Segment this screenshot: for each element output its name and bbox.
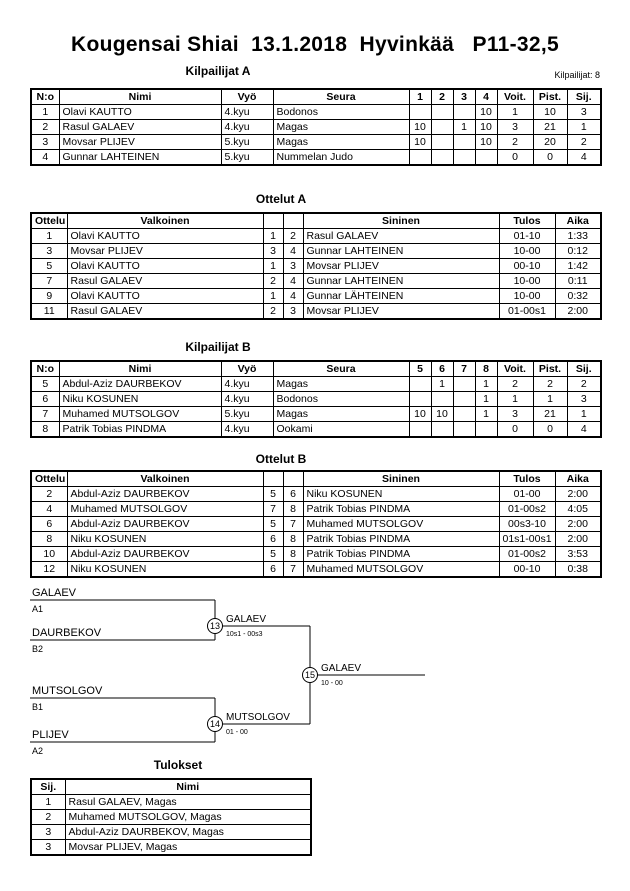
competitor-no-cell: 5 bbox=[31, 377, 59, 392]
blue-name-cell: Patrik Tobias PINDMA bbox=[303, 502, 499, 517]
time-cell: 0:12 bbox=[555, 244, 601, 259]
club-cell: Magas bbox=[273, 407, 409, 422]
place-cell: 2 bbox=[567, 377, 601, 392]
time-cell: 1:33 bbox=[555, 229, 601, 244]
place-cell: 3 bbox=[567, 105, 601, 120]
club-cell: Magas bbox=[273, 120, 409, 135]
points-cell: 0 bbox=[533, 422, 567, 438]
match-no-cell: 11 bbox=[31, 304, 67, 320]
wins-cell: 3 bbox=[497, 407, 533, 422]
pool-a-header-row bbox=[31, 89, 601, 105]
place-cell: 2 bbox=[567, 135, 601, 150]
competitor-row bbox=[31, 407, 601, 422]
belt-cell: 4.kyu bbox=[221, 392, 273, 407]
result-cell: 10-00 bbox=[499, 274, 555, 289]
col-header-belt: Vyö bbox=[221, 89, 273, 105]
matrix-cell: 1 bbox=[475, 377, 497, 392]
blue-no-cell: 8 bbox=[283, 532, 303, 547]
white-no-cell: 2 bbox=[263, 304, 283, 320]
points-cell: 0 bbox=[533, 150, 567, 166]
white-no-cell: 7 bbox=[263, 502, 283, 517]
result-row bbox=[31, 825, 311, 840]
match-no-cell: 5 bbox=[31, 259, 67, 274]
pool-b-header-row bbox=[31, 361, 601, 377]
blue-no-cell: 2 bbox=[283, 229, 303, 244]
result-cell: 00-10 bbox=[499, 259, 555, 274]
competitor-no-cell: 1 bbox=[31, 105, 59, 120]
matches-b-header-row bbox=[31, 471, 601, 487]
bracket-seed-label: B1 bbox=[32, 702, 44, 712]
match-no-cell: 12 bbox=[31, 562, 67, 578]
result-cell: 01s1-00s1 bbox=[499, 532, 555, 547]
result-cell: 01-10 bbox=[499, 229, 555, 244]
time-cell: 0:38 bbox=[555, 562, 601, 578]
white-name-cell: Muhamed MUTSOLGOV bbox=[67, 502, 263, 517]
col-header-blue: Sininen bbox=[303, 213, 499, 229]
col-header-opp7: 7 bbox=[453, 361, 475, 377]
white-name-cell: Olavi KAUTTO bbox=[67, 289, 263, 304]
blue-no-cell: 8 bbox=[283, 547, 303, 562]
bracket-player-name: DAURBEKOV bbox=[32, 627, 102, 639]
col-header-match: Ottelu bbox=[31, 213, 67, 229]
match-row bbox=[31, 304, 601, 320]
wins-cell: 0 bbox=[497, 150, 533, 166]
result-cell: 01-00s2 bbox=[499, 547, 555, 562]
matrix-cell: 10 bbox=[409, 135, 431, 150]
place-cell: 1 bbox=[567, 120, 601, 135]
match-row bbox=[31, 547, 601, 562]
result-cell: 01-00s1 bbox=[499, 304, 555, 320]
white-name-cell: Olavi KAUTTO bbox=[67, 229, 263, 244]
white-name-cell: Rasul GALAEV bbox=[67, 274, 263, 289]
matrix-cell bbox=[409, 150, 431, 166]
competitor-no-cell: 6 bbox=[31, 392, 59, 407]
col-header-match: Ottelu bbox=[31, 471, 67, 487]
bracket-score: 01 - 00 bbox=[226, 729, 248, 736]
blue-name-cell: Movsar PLIJEV bbox=[303, 304, 499, 320]
blue-name-cell: Patrik Tobias PINDMA bbox=[303, 532, 499, 547]
blue-name-cell: Gunnar LAHTEINEN bbox=[303, 274, 499, 289]
points-cell: 21 bbox=[533, 120, 567, 135]
points-cell: 2 bbox=[533, 377, 567, 392]
blue-no-cell: 7 bbox=[283, 517, 303, 532]
competitor-name-cell: Movsar PLIJEV bbox=[59, 135, 221, 150]
club-cell: Ookami bbox=[273, 422, 409, 438]
competitor-no-cell: 3 bbox=[31, 135, 59, 150]
name-cell: Movsar PLIJEV, Magas bbox=[65, 840, 311, 856]
match-no-cell: 7 bbox=[31, 274, 67, 289]
competitor-no-cell: 8 bbox=[31, 422, 59, 438]
match-no-cell: 2 bbox=[31, 487, 67, 502]
col-header-opp4: 4 bbox=[475, 89, 497, 105]
col-header-place: Sij. bbox=[567, 361, 601, 377]
competitor-no-cell: 2 bbox=[31, 120, 59, 135]
white-no-cell: 6 bbox=[263, 532, 283, 547]
club-cell: Nummelan Judo bbox=[273, 150, 409, 166]
blue-name-cell: Muhamed MUTSOLGOV bbox=[303, 562, 499, 578]
matrix-cell: 10 bbox=[475, 135, 497, 150]
matrix-cell: 10 bbox=[475, 120, 497, 135]
matrix-cell bbox=[475, 422, 497, 438]
bracket-player-name: PLIJEV bbox=[32, 729, 69, 741]
col-header-result: Tulos bbox=[499, 213, 555, 229]
matrix-cell bbox=[431, 120, 453, 135]
pool-a-heading: Kilpailijat A bbox=[185, 64, 251, 78]
result-cell: 01-00s2 bbox=[499, 502, 555, 517]
white-no-cell: 1 bbox=[263, 229, 283, 244]
competitor-name-cell: Olavi KAUTTO bbox=[59, 105, 221, 120]
place-cell: 4 bbox=[567, 150, 601, 166]
matrix-cell bbox=[431, 135, 453, 150]
match-number: 15 bbox=[304, 670, 316, 680]
result-cell: 10-00 bbox=[499, 244, 555, 259]
col-header-white-no bbox=[263, 471, 283, 487]
bracket-score: 10 - 00 bbox=[321, 680, 343, 687]
match-row bbox=[31, 229, 601, 244]
elimination-bracket bbox=[0, 585, 630, 765]
time-cell: 0:11 bbox=[555, 274, 601, 289]
matrix-cell bbox=[453, 392, 475, 407]
white-name-cell: Niku KOSUNEN bbox=[67, 532, 263, 547]
col-header-club: Seura bbox=[273, 361, 409, 377]
col-header-blue: Sininen bbox=[303, 471, 499, 487]
wins-cell: 1 bbox=[497, 392, 533, 407]
matrix-cell: 10 bbox=[475, 105, 497, 120]
belt-cell: 4.kyu bbox=[221, 422, 273, 438]
matrix-cell bbox=[431, 422, 453, 438]
place-cell: 3 bbox=[567, 392, 601, 407]
col-header-time: Aika bbox=[555, 471, 601, 487]
matrix-cell bbox=[453, 407, 475, 422]
club-cell: Bodonos bbox=[273, 105, 409, 120]
time-cell: 3:53 bbox=[555, 547, 601, 562]
points-cell: 21 bbox=[533, 407, 567, 422]
match-row bbox=[31, 244, 601, 259]
matrix-cell bbox=[453, 105, 475, 120]
white-name-cell: Abdul-Aziz DAURBEKOV bbox=[67, 517, 263, 532]
matrix-cell bbox=[453, 135, 475, 150]
blue-no-cell: 7 bbox=[283, 562, 303, 578]
col-header-wins: Voit. bbox=[497, 361, 533, 377]
wins-cell: 1 bbox=[497, 105, 533, 120]
match-row bbox=[31, 289, 601, 304]
matrix-cell: 10 bbox=[409, 120, 431, 135]
competitor-row bbox=[31, 150, 601, 166]
col-header-name: Nimi bbox=[59, 89, 221, 105]
competitors-count: Kilpailijat: 8 bbox=[554, 70, 600, 80]
competitor-name-cell: Niku KOSUNEN bbox=[59, 392, 221, 407]
white-name-cell: Olavi KAUTTO bbox=[67, 259, 263, 274]
col-header-name: Nimi bbox=[65, 779, 311, 795]
result-row bbox=[31, 840, 311, 856]
time-cell: 0:32 bbox=[555, 289, 601, 304]
match-row bbox=[31, 487, 601, 502]
blue-name-cell: Patrik Tobias PINDMA bbox=[303, 547, 499, 562]
match-no-cell: 4 bbox=[31, 502, 67, 517]
belt-cell: 5.kyu bbox=[221, 150, 273, 166]
col-header-no: N:o bbox=[31, 361, 59, 377]
competitor-name-cell: Abdul-Aziz DAURBEKOV bbox=[59, 377, 221, 392]
competitor-row bbox=[31, 422, 601, 438]
white-name-cell: Niku KOSUNEN bbox=[67, 562, 263, 578]
club-cell: Magas bbox=[273, 377, 409, 392]
match-row bbox=[31, 562, 601, 578]
white-no-cell: 1 bbox=[263, 289, 283, 304]
matches-b-table bbox=[30, 470, 602, 578]
white-no-cell: 5 bbox=[263, 547, 283, 562]
blue-no-cell: 8 bbox=[283, 502, 303, 517]
points-cell: 1 bbox=[533, 392, 567, 407]
matrix-cell bbox=[431, 150, 453, 166]
col-header-opp6: 6 bbox=[431, 361, 453, 377]
matrix-cell bbox=[431, 392, 453, 407]
white-no-cell: 5 bbox=[263, 517, 283, 532]
col-header-time: Aika bbox=[555, 213, 601, 229]
col-header-white-no bbox=[263, 213, 283, 229]
match-no-cell: 8 bbox=[31, 532, 67, 547]
matrix-cell bbox=[453, 377, 475, 392]
match-no-cell: 1 bbox=[31, 229, 67, 244]
col-header-points: Pist. bbox=[533, 89, 567, 105]
result-row bbox=[31, 795, 311, 810]
blue-name-cell: Muhamed MUTSOLGOV bbox=[303, 517, 499, 532]
bracket-winner-name: GALAEV bbox=[321, 663, 362, 674]
name-cell: Rasul GALAEV, Magas bbox=[65, 795, 311, 810]
col-header-no: N:o bbox=[31, 89, 59, 105]
bracket-seed-label: A2 bbox=[32, 746, 44, 756]
belt-cell: 5.kyu bbox=[221, 135, 273, 150]
competitor-row bbox=[31, 120, 601, 135]
result-cell: 01-00 bbox=[499, 487, 555, 502]
competitor-no-cell: 7 bbox=[31, 407, 59, 422]
col-header-white: Valkoinen bbox=[67, 213, 263, 229]
matrix-cell: 10 bbox=[431, 407, 453, 422]
col-header-opp1: 1 bbox=[409, 89, 431, 105]
wins-cell: 2 bbox=[497, 377, 533, 392]
col-header-result: Tulos bbox=[499, 471, 555, 487]
time-cell: 1:42 bbox=[555, 259, 601, 274]
result-row bbox=[31, 810, 311, 825]
matrix-cell: 1 bbox=[431, 377, 453, 392]
belt-cell: 4.kyu bbox=[221, 120, 273, 135]
white-name-cell: Rasul GALAEV bbox=[67, 304, 263, 320]
competitor-name-cell: Rasul GALAEV bbox=[59, 120, 221, 135]
matrix-cell bbox=[409, 392, 431, 407]
place-cell: 1 bbox=[31, 795, 65, 810]
white-no-cell: 5 bbox=[263, 487, 283, 502]
time-cell: 2:00 bbox=[555, 517, 601, 532]
blue-name-cell: Gunnar LÄHTEINEN bbox=[303, 289, 499, 304]
matrix-cell bbox=[453, 150, 475, 166]
matches-a-heading: Ottelut A bbox=[255, 192, 307, 206]
result-cell: 00-10 bbox=[499, 562, 555, 578]
match-no-cell: 6 bbox=[31, 517, 67, 532]
match-row bbox=[31, 259, 601, 274]
white-no-cell: 1 bbox=[263, 259, 283, 274]
time-cell: 2:00 bbox=[555, 487, 601, 502]
place-cell: 4 bbox=[567, 422, 601, 438]
pool-b-heading: Kilpailijat B bbox=[185, 340, 251, 354]
col-header-blue-no bbox=[283, 471, 303, 487]
match-number: 14 bbox=[209, 719, 221, 729]
results-header-row bbox=[31, 779, 311, 795]
match-number: 13 bbox=[209, 621, 221, 631]
match-row bbox=[31, 532, 601, 547]
col-header-club: Seura bbox=[273, 89, 409, 105]
points-cell: 10 bbox=[533, 105, 567, 120]
time-cell: 4:05 bbox=[555, 502, 601, 517]
matrix-cell: 10 bbox=[409, 407, 431, 422]
col-header-white: Valkoinen bbox=[67, 471, 263, 487]
matrix-cell: 1 bbox=[453, 120, 475, 135]
results-heading: Tulokset bbox=[153, 758, 203, 772]
place-cell: 3 bbox=[31, 825, 65, 840]
matrix-cell: 1 bbox=[475, 407, 497, 422]
blue-no-cell: 4 bbox=[283, 289, 303, 304]
col-header-opp3: 3 bbox=[453, 89, 475, 105]
col-header-opp5: 5 bbox=[409, 361, 431, 377]
bracket-score: 10s1 - 00s3 bbox=[226, 631, 263, 638]
competitor-row bbox=[31, 377, 601, 392]
time-cell: 2:00 bbox=[555, 532, 601, 547]
place-cell: 1 bbox=[567, 407, 601, 422]
match-row bbox=[31, 502, 601, 517]
matrix-cell bbox=[409, 422, 431, 438]
bracket-winner-name: MUTSOLGOV bbox=[226, 712, 290, 723]
name-cell: Abdul-Aziz DAURBEKOV, Magas bbox=[65, 825, 311, 840]
competitor-name-cell: Muhamed MUTSOLGOV bbox=[59, 407, 221, 422]
matrix-cell: 1 bbox=[475, 392, 497, 407]
col-header-opp8: 8 bbox=[475, 361, 497, 377]
points-cell: 20 bbox=[533, 135, 567, 150]
place-cell: 3 bbox=[31, 840, 65, 856]
col-header-name: Nimi bbox=[59, 361, 221, 377]
belt-cell: 5.kyu bbox=[221, 407, 273, 422]
competitor-name-cell: Gunnar LAHTEINEN bbox=[59, 150, 221, 166]
matrix-cell bbox=[409, 105, 431, 120]
matrix-cell bbox=[475, 150, 497, 166]
result-cell: 10-00 bbox=[499, 289, 555, 304]
belt-cell: 4.kyu bbox=[221, 377, 273, 392]
matrix-cell bbox=[453, 422, 475, 438]
col-header-belt: Vyö bbox=[221, 361, 273, 377]
wins-cell: 0 bbox=[497, 422, 533, 438]
pool-a-table bbox=[30, 88, 602, 166]
blue-no-cell: 3 bbox=[283, 304, 303, 320]
matches-b-heading: Ottelut B bbox=[255, 452, 307, 466]
result-cell: 00s3-10 bbox=[499, 517, 555, 532]
match-no-cell: 3 bbox=[31, 244, 67, 259]
bracket-player-name: GALAEV bbox=[32, 587, 77, 599]
match-row bbox=[31, 517, 601, 532]
matrix-cell bbox=[431, 105, 453, 120]
white-no-cell: 3 bbox=[263, 244, 283, 259]
white-no-cell: 6 bbox=[263, 562, 283, 578]
blue-name-cell: Gunnar LAHTEINEN bbox=[303, 244, 499, 259]
blue-no-cell: 4 bbox=[283, 244, 303, 259]
wins-cell: 2 bbox=[497, 135, 533, 150]
match-no-cell: 9 bbox=[31, 289, 67, 304]
page-title: Kougensai Shiai 13.1.2018 Hyvinkää P11-32,5 bbox=[70, 33, 560, 56]
bracket-winner-name: GALAEV bbox=[226, 614, 267, 625]
wins-cell: 3 bbox=[497, 120, 533, 135]
club-cell: Magas bbox=[273, 135, 409, 150]
white-name-cell: Abdul-Aziz DAURBEKOV bbox=[67, 487, 263, 502]
bracket-seed-label: B2 bbox=[32, 644, 44, 654]
competitor-row bbox=[31, 105, 601, 120]
competitor-name-cell: Patrik Tobias PINDMA bbox=[59, 422, 221, 438]
competitor-row bbox=[31, 392, 601, 407]
blue-no-cell: 3 bbox=[283, 259, 303, 274]
blue-no-cell: 4 bbox=[283, 274, 303, 289]
place-cell: 2 bbox=[31, 810, 65, 825]
col-header-points: Pist. bbox=[533, 361, 567, 377]
white-name-cell: Movsar PLIJEV bbox=[67, 244, 263, 259]
matches-a-table bbox=[30, 212, 602, 320]
bracket-seed-label: A1 bbox=[32, 604, 44, 614]
blue-name-cell: Rasul GALAEV bbox=[303, 229, 499, 244]
col-header-opp2: 2 bbox=[431, 89, 453, 105]
col-header-wins: Voit. bbox=[497, 89, 533, 105]
col-header-place: Sij. bbox=[31, 779, 65, 795]
bracket-player-name: MUTSOLGOV bbox=[32, 685, 103, 697]
match-no-cell: 10 bbox=[31, 547, 67, 562]
matches-a-header-row bbox=[31, 213, 601, 229]
club-cell: Bodonos bbox=[273, 392, 409, 407]
competitor-row bbox=[31, 135, 601, 150]
matrix-cell bbox=[409, 377, 431, 392]
name-cell: Muhamed MUTSOLGOV, Magas bbox=[65, 810, 311, 825]
col-header-place: Sij. bbox=[567, 89, 601, 105]
pool-b-table bbox=[30, 360, 602, 438]
blue-no-cell: 6 bbox=[283, 487, 303, 502]
blue-name-cell: Movsar PLIJEV bbox=[303, 259, 499, 274]
match-row bbox=[31, 274, 601, 289]
competitor-no-cell: 4 bbox=[31, 150, 59, 166]
belt-cell: 4.kyu bbox=[221, 105, 273, 120]
blue-name-cell: Niku KOSUNEN bbox=[303, 487, 499, 502]
results-table bbox=[30, 778, 312, 856]
time-cell: 2:00 bbox=[555, 304, 601, 320]
white-no-cell: 2 bbox=[263, 274, 283, 289]
col-header-blue-no bbox=[283, 213, 303, 229]
white-name-cell: Abdul-Aziz DAURBEKOV bbox=[67, 547, 263, 562]
